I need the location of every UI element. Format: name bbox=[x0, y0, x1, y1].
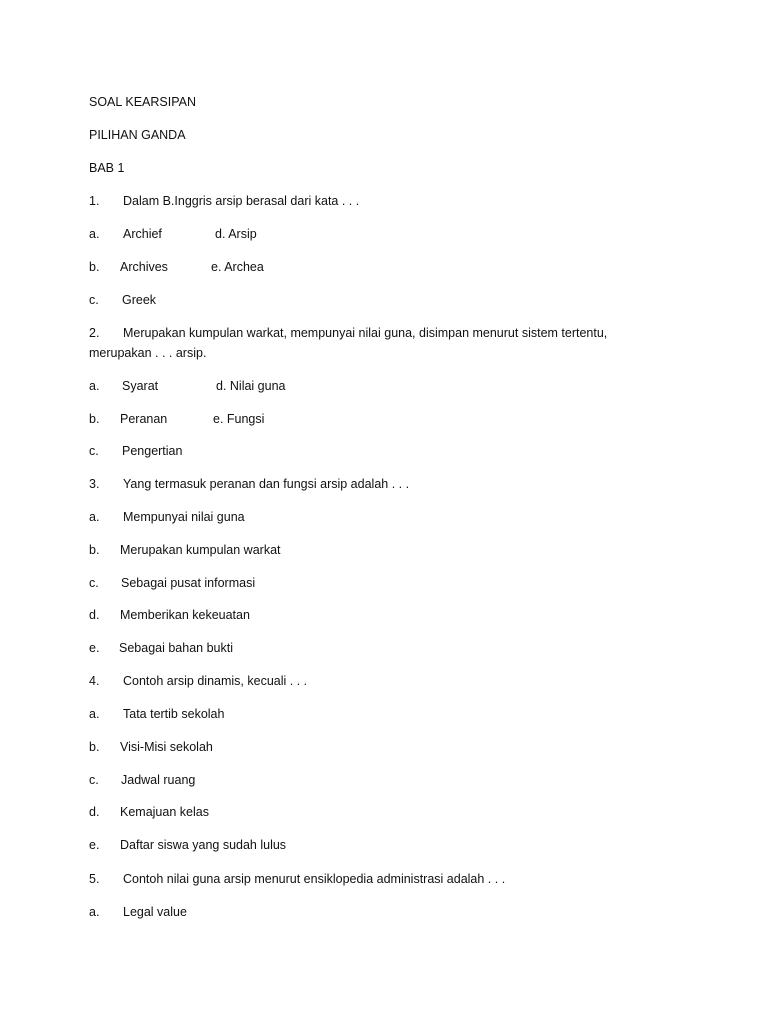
option-text: Mempunyai nilai guna bbox=[123, 510, 245, 524]
option-label: c. bbox=[89, 293, 99, 307]
q2-option-b bbox=[89, 409, 265, 429]
question-number: 5. bbox=[89, 872, 100, 886]
option-text: Daftar siswa yang sudah lulus bbox=[120, 838, 287, 852]
option-label: a. bbox=[89, 510, 100, 524]
option-label: a. bbox=[89, 707, 100, 721]
option-label: a. bbox=[89, 227, 100, 241]
q2-option-e: e. Fungsi bbox=[213, 412, 265, 426]
option-text: Sebagai bahan bukti bbox=[119, 641, 233, 655]
question-number: 2. bbox=[89, 326, 100, 340]
q1-option-c bbox=[89, 290, 156, 310]
question-2-cont: merupakan . . . arsip. bbox=[89, 346, 207, 360]
option-text: Peranan bbox=[120, 412, 168, 426]
doc-title: SOAL KEARSIPAN bbox=[89, 95, 196, 109]
option-label: e. bbox=[89, 838, 100, 852]
q3-option-e bbox=[89, 638, 233, 658]
q3-option-b bbox=[89, 540, 281, 560]
question-number: 3. bbox=[89, 477, 100, 491]
option-label: e. bbox=[89, 641, 100, 655]
question-text: Contoh nilai guna arsip menurut ensiklopedia administrasi adalah . . . bbox=[123, 872, 506, 886]
question-text-line-1: Merupakan kumpulan warkat, mempunyai nilai guna, disimpan menurut sistem tertentu, bbox=[123, 326, 608, 340]
q2-option-c bbox=[89, 441, 182, 461]
option-text: Visi-Misi sekolah bbox=[120, 740, 213, 754]
question-4 bbox=[89, 671, 307, 691]
option-label: b. bbox=[89, 740, 100, 754]
question-text: Yang termasuk peranan dan fungsi arsip adalah . . . bbox=[123, 477, 410, 491]
q4-option-d bbox=[89, 802, 209, 822]
option-text: Memberikan kekeuatan bbox=[120, 608, 250, 622]
q1-option-e: e. Archea bbox=[211, 260, 264, 274]
option-label: d. bbox=[89, 608, 100, 622]
option-text: Kemajuan kelas bbox=[120, 805, 209, 819]
option-text: Greek bbox=[122, 293, 157, 307]
question-text: Contoh arsip dinamis, kecuali . . . bbox=[123, 674, 308, 688]
q2-option-d: d. Nilai guna bbox=[216, 379, 286, 393]
q3-option-c bbox=[89, 573, 255, 593]
question-2 bbox=[89, 323, 607, 343]
option-label: b. bbox=[89, 543, 100, 557]
option-label: c. bbox=[89, 444, 99, 458]
q4-option-c bbox=[89, 770, 195, 790]
option-label: b. bbox=[89, 412, 100, 426]
question-1 bbox=[89, 191, 359, 211]
option-text: Pengertian bbox=[122, 444, 183, 458]
question-text: Dalam B.Inggris arsip berasal dari kata . . . bbox=[123, 194, 360, 208]
doc-chapter: BAB 1 bbox=[89, 161, 125, 175]
q1-option-a bbox=[89, 224, 257, 244]
q5-option-a bbox=[89, 902, 187, 922]
option-label: c. bbox=[89, 773, 99, 787]
option-label: d. bbox=[89, 805, 100, 819]
option-text: Legal value bbox=[123, 905, 187, 919]
option-text: Archives bbox=[120, 260, 168, 274]
q4-option-a bbox=[89, 704, 224, 724]
q4-option-e bbox=[89, 835, 286, 855]
q4-option-b bbox=[89, 737, 213, 757]
option-text: Tata tertib sekolah bbox=[123, 707, 225, 721]
option-text: Merupakan kumpulan warkat bbox=[120, 543, 281, 557]
q1-option-b bbox=[89, 257, 264, 277]
option-text: Jadwal ruang bbox=[121, 773, 196, 787]
question-3 bbox=[89, 474, 409, 494]
option-text: Archief bbox=[123, 227, 162, 241]
question-number: 1. bbox=[89, 194, 100, 208]
option-text: Syarat bbox=[122, 379, 159, 393]
option-label: a. bbox=[89, 379, 100, 393]
q3-option-a bbox=[89, 507, 245, 527]
q1-option-d: d. Arsip bbox=[215, 227, 257, 241]
question-number: 4. bbox=[89, 674, 100, 688]
doc-subtitle: PILIHAN GANDA bbox=[89, 128, 186, 142]
q2-option-a bbox=[89, 376, 286, 396]
option-label: c. bbox=[89, 576, 99, 590]
option-label: b. bbox=[89, 260, 100, 274]
option-text: Sebagai pusat informasi bbox=[121, 576, 256, 590]
q3-option-d bbox=[89, 605, 250, 625]
question-5 bbox=[89, 869, 505, 889]
option-label: a. bbox=[89, 905, 100, 919]
